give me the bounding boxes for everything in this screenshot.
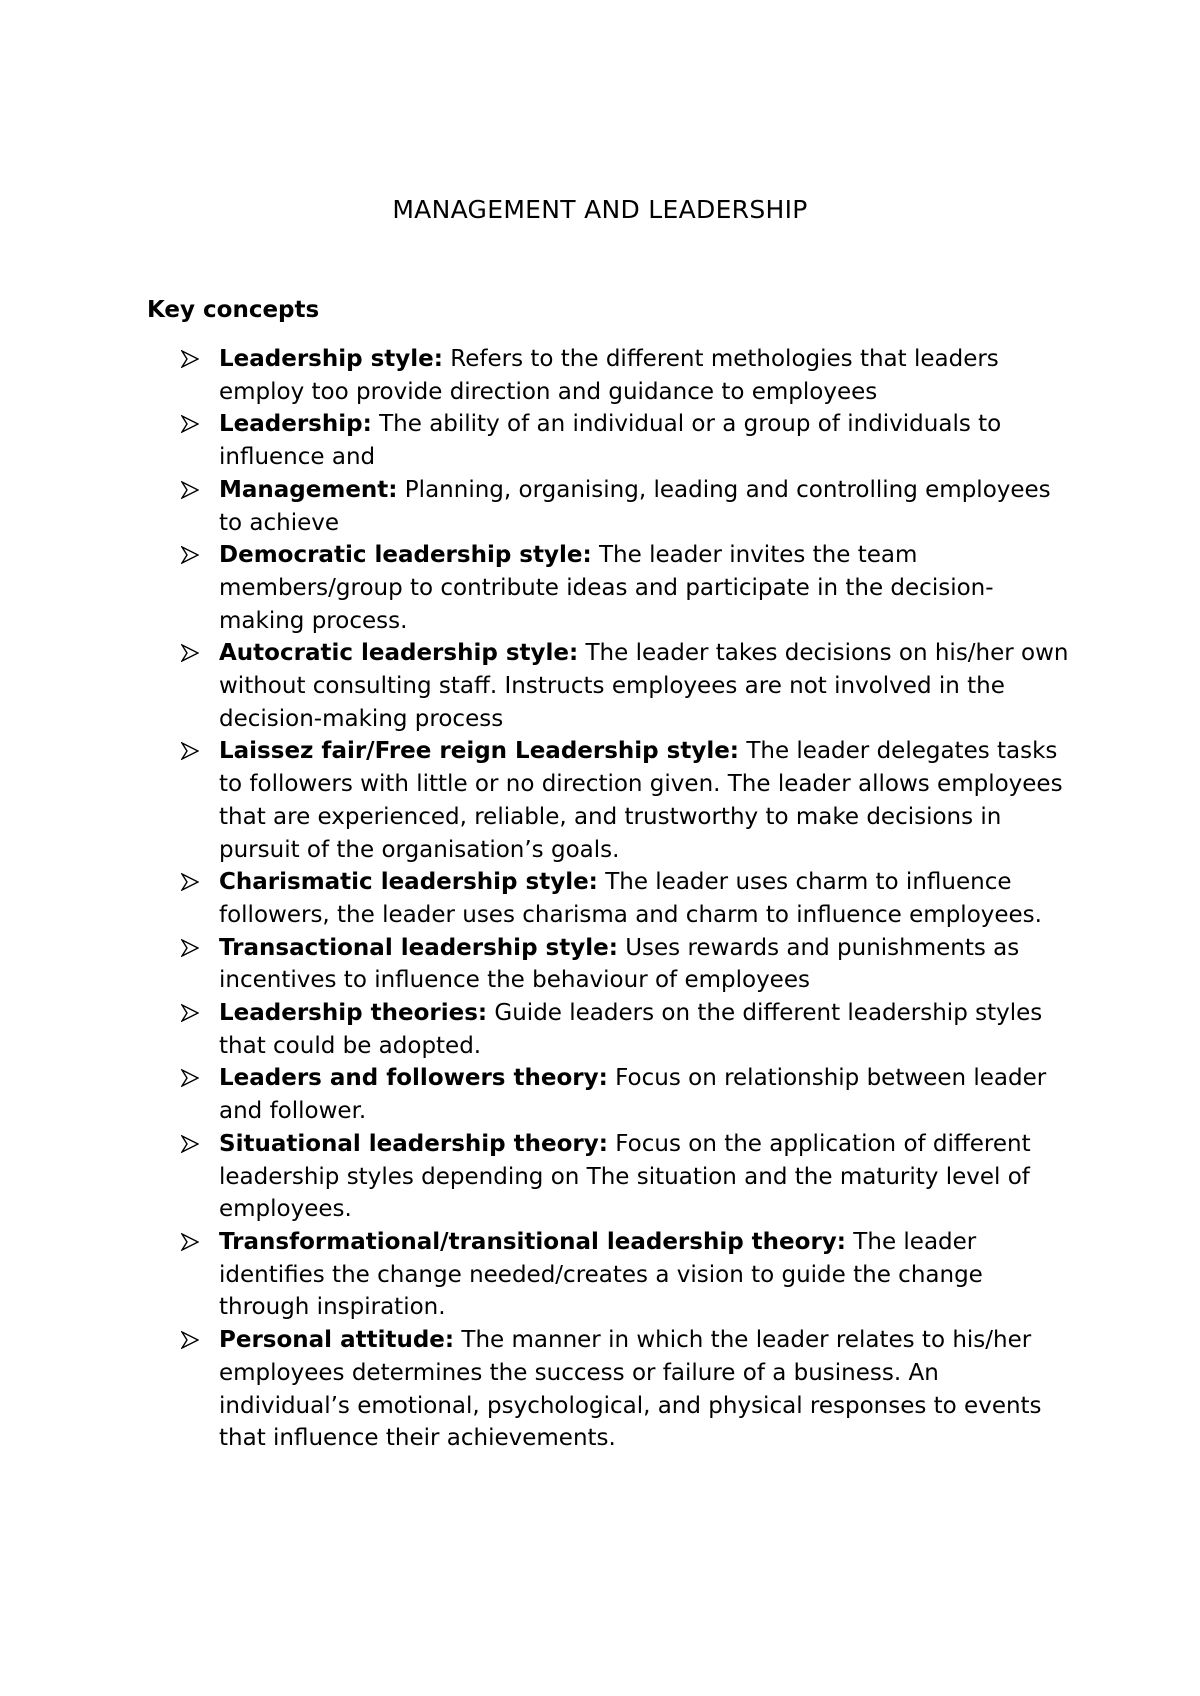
arrowhead-bullet-icon (181, 1004, 199, 1022)
list-item (0, 1324, 1200, 1455)
concept-definition: Planning, organising, leading and controlling employees to achieve (219, 476, 1051, 536)
concept-definition: The leader uses charm to influence followers, the leader uses charisma and charm to influence employees. (219, 869, 1042, 928)
concept-term: Situational leadership theory: (219, 1130, 608, 1157)
concept-definition: The leader delegates tasks to followers with little or no direction given. The leader allows employees that are experienced, reliable, and trustworthy to make decisions in pursuit of the organisation’s goals. (219, 738, 1063, 863)
arrowhead-bullet-icon (181, 873, 199, 891)
concept-definition: Guide leaders on the different leadership styles that could be adopted. (219, 1000, 1043, 1059)
list-item (0, 932, 1200, 997)
concept-definition: Focus on the application of different leadership styles depending on The situation and the maturity level of employees. (219, 1130, 1031, 1223)
concept-term: Autocratic leadership style: (219, 640, 579, 667)
concept-term: Leadership: (219, 411, 372, 438)
concept-definition: Uses rewards and punishments as incentives to influence the behaviour of employees (219, 934, 1020, 994)
concept-term: Transactional leadership style: (219, 934, 618, 961)
concept-term: Management: (219, 476, 398, 503)
arrowhead-bullet-icon (181, 1135, 199, 1153)
arrowhead-bullet-icon (181, 1233, 199, 1251)
concept-definition: The ability of an individual or a group of individuals to influence and (219, 411, 1002, 471)
arrowhead-bullet-icon (181, 1069, 199, 1087)
arrowhead-bullet-icon (181, 481, 199, 499)
list-item (0, 866, 1200, 931)
list-item (0, 1128, 1200, 1226)
concept-term: Laissez fair/Free reign Leadership style: (219, 738, 740, 765)
concept-term: Democratic leadership style: (219, 542, 592, 569)
list-item (0, 539, 1200, 637)
concept-term: Personal attitude: (219, 1327, 455, 1354)
list-item (0, 474, 1200, 539)
arrowhead-bullet-icon (181, 742, 199, 760)
concept-term: Charismatic leadership style: (219, 869, 598, 896)
key-concepts-list (0, 343, 1200, 1455)
concept-definition: Focus on relationship between leader and follower. (219, 1065, 1047, 1125)
concept-term: Leadership theories: (219, 1000, 488, 1027)
arrowhead-bullet-icon (181, 644, 199, 662)
arrowhead-bullet-icon (181, 939, 199, 957)
list-item (0, 408, 1200, 473)
list-item (0, 343, 1200, 408)
concept-definition: The leader takes decisions on his/her own without consulting staff. Instructs employees are not involved in the decision-making process (219, 640, 1069, 732)
arrowhead-bullet-icon (181, 415, 199, 433)
concept-definition: The leader identifies the change needed/creates a vision to guide the change through inspiration. (219, 1228, 983, 1321)
list-item (0, 997, 1200, 1062)
section-heading: Key concepts (147, 297, 320, 323)
document-title: MANAGEMENT AND LEADERSHIP (392, 195, 808, 224)
list-item (0, 735, 1200, 866)
list-item (0, 1062, 1200, 1127)
concept-definition: The leader invites the team members/group to contribute ideas and participate in the decision-making process. (219, 542, 994, 634)
arrowhead-bullet-icon (181, 546, 199, 564)
concept-term: Leaders and followers theory: (219, 1065, 608, 1092)
concept-term: Leadership style: (219, 346, 443, 372)
arrowhead-bullet-icon (181, 1331, 199, 1349)
arrowhead-bullet-icon (181, 350, 199, 368)
list-item (0, 637, 1200, 735)
list-item (0, 1226, 1200, 1324)
concept-term: Transformational/transitional leadership theory: (219, 1228, 846, 1255)
concept-definition: The manner in which the leader relates to his/her employees determines the success or failure of a business. An individual’s emotional, psychological, and physical responses to events that influence their achievements. (219, 1327, 1042, 1452)
concept-definition: Refers to the different methologies that leaders employ too provide direction and guidance to employees (219, 346, 999, 405)
